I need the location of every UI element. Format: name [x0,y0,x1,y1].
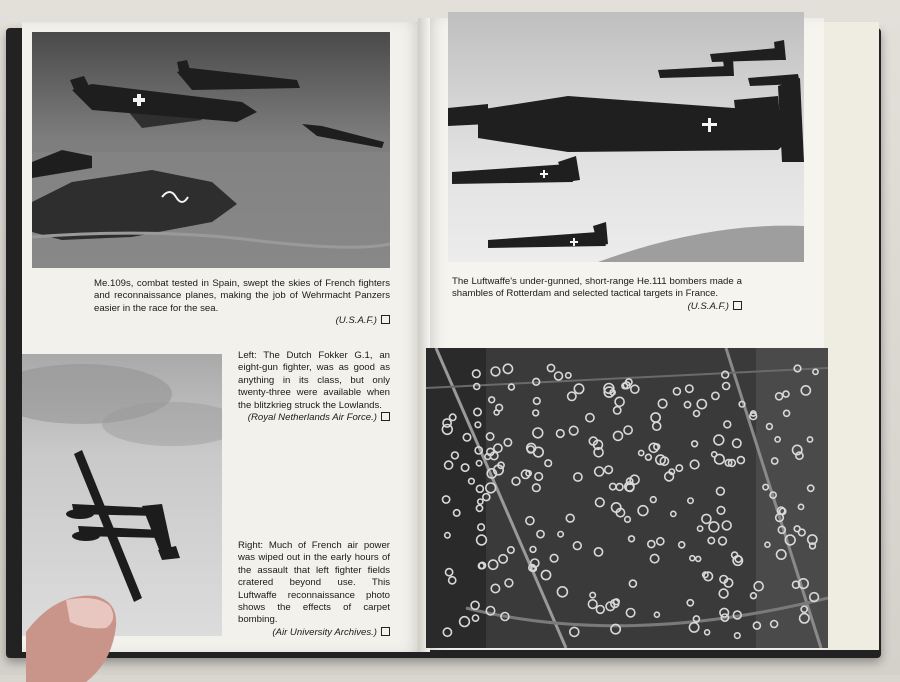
end-mark-icon [381,315,390,324]
me109-credit: (U.S.A.F.) [335,315,377,327]
he111-photo [448,12,804,262]
end-mark-icon [381,412,390,421]
he111-credit: (U.S.A.F.) [687,300,729,312]
me109-credit-line [94,315,390,327]
me109-caption [94,278,390,328]
fokker-credit: (Royal Netherlands Air Force.) [247,412,377,424]
he111-credit-line [452,301,742,313]
airfield-caption-text: Right: Much of French air power was wiped out in the early hours of the assault that left fighter fields cratered beyond use. This Luftwaffe reconnaissance photo shows the effects of carpet bombing. [238,540,390,626]
me109-photo [32,32,390,268]
me109-caption-text: Me.109s, combat tested in Spain, swept the skies of French fighters and reconnaissance planes, making the job of Wehrmacht Panzers easier in the race for the sea. [94,278,390,314]
fokker-caption [238,350,390,424]
end-mark-icon [733,301,742,310]
airfield-photo [426,348,828,648]
airfield-credit-line [238,627,390,639]
airfield-caption [238,540,390,639]
fokker-caption-text: Left: The Dutch Fokker G.1, an eight-gun fighter, was as good as anything in its class, but only twenty-three were available when the blitzkrieg struck the Lowlands. [238,350,390,411]
end-mark-icon [381,627,390,636]
airfield-credit: (Air University Archives.) [272,626,377,638]
thumb [26,592,121,682]
he111-caption-text: The Luftwaffe's under-gunned, short-range He.111 bombers made a shambles of Rotterdam and selected tactical targets in France. [452,276,742,300]
he111-caption [452,276,742,313]
fokker-credit-line [238,412,390,424]
